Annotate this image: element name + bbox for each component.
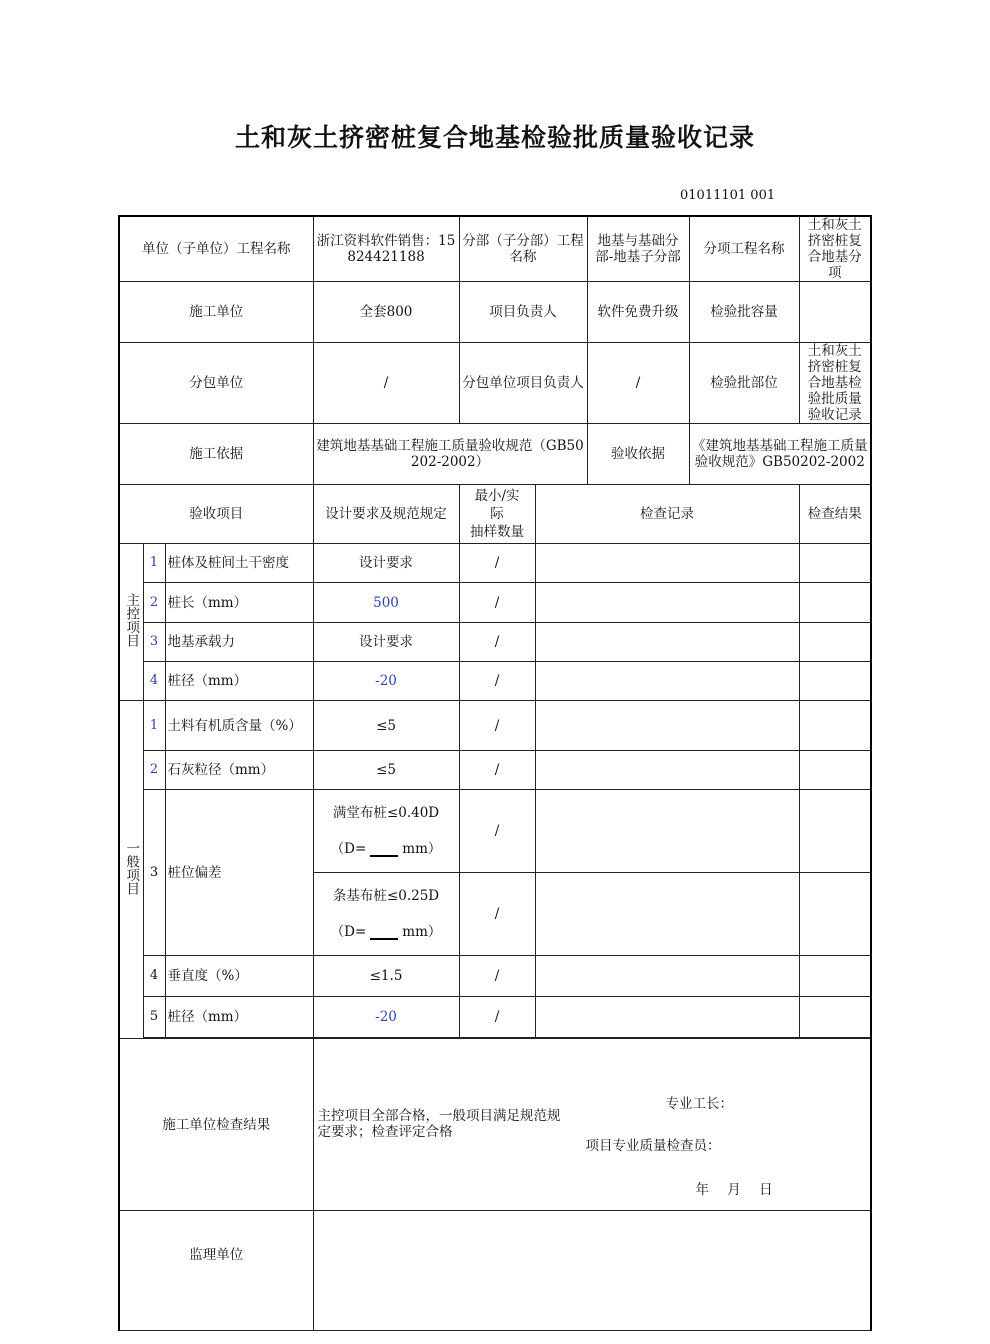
general-row: [119, 997, 871, 1038]
req-b-line1: 条基布桩≤0.25D: [332, 888, 440, 904]
item-result[interactable]: [799, 662, 871, 701]
item-requirement: ≤5: [313, 701, 459, 751]
item-no: 4: [143, 956, 165, 997]
item-name: 垂直度（%）: [165, 956, 313, 997]
col-design: 设计要求及规范规定: [313, 485, 459, 544]
item-record[interactable]: [535, 997, 799, 1038]
subcontractor-value: /: [313, 343, 459, 424]
foreman-label: 专业工长：: [665, 1095, 734, 1112]
general-row: [119, 790, 871, 873]
inspector-label: 项目专业质量检查员：: [585, 1137, 721, 1154]
col-record: 检查记录: [535, 485, 799, 544]
item-record[interactable]: [535, 544, 799, 583]
item-name: 桩位偏差: [165, 790, 313, 956]
req-a-pre: （D=: [330, 841, 367, 857]
general-row: [119, 956, 871, 997]
item-requirement: ≤5: [313, 751, 459, 790]
sub-pm-value: /: [587, 343, 689, 424]
item-sample: /: [459, 997, 535, 1038]
item-result[interactable]: [799, 544, 871, 583]
subitem-label: 分项工程名称: [689, 216, 799, 282]
item-no: 1: [143, 701, 165, 751]
signature-area: [314, 1040, 871, 1210]
item-name: 地基承载力: [165, 623, 313, 662]
item-record[interactable]: [535, 583, 799, 623]
item-result[interactable]: [799, 701, 871, 751]
col-sample: [459, 485, 535, 544]
subcontractor-label: 分包单位: [119, 343, 313, 424]
item-name: 桩径（mm）: [165, 662, 313, 701]
item-requirement: [313, 873, 459, 956]
item-sample: /: [459, 623, 535, 662]
item-no: 3: [143, 623, 165, 662]
page-title: 土和灰土挤密桩复合地基检验批质量验收记录: [234, 123, 755, 152]
item-no: 5: [143, 997, 165, 1038]
contractor-label: 施工单位: [119, 282, 313, 343]
sub-pm-label: 分包单位项目负责人: [459, 343, 587, 424]
item-record[interactable]: [535, 751, 799, 790]
item-requirement: ≤1.5: [313, 956, 459, 997]
item-sample: /: [459, 701, 535, 751]
item-sample: /: [459, 956, 535, 997]
item-result[interactable]: [799, 751, 871, 790]
item-sample: /: [459, 662, 535, 701]
main-row: [119, 662, 871, 701]
item-result[interactable]: [799, 873, 871, 956]
item-result[interactable]: [799, 997, 871, 1038]
col-sample-c: 抽样数量: [470, 524, 525, 540]
item-name: 桩体及桩间土干密度: [165, 544, 313, 583]
general-group-label: 一般项目: [119, 701, 143, 1039]
pm-label: 项目负责人: [459, 282, 587, 343]
form-table: [118, 215, 872, 1331]
item-requirement: -20: [313, 997, 459, 1038]
subitem-value: 土和灰土挤密桩复合地基分项: [799, 216, 871, 282]
diameter-blank-a[interactable]: [370, 843, 398, 857]
supervision-label: 监理单位: [119, 1211, 313, 1331]
main-row: [119, 544, 871, 583]
basis-value: 建筑地基基础工程施工质量验收规范（GB50202-2002）: [313, 424, 587, 485]
main-row: [119, 623, 871, 662]
col-result: 检查结果: [799, 485, 871, 544]
item-requirement: 设计要求: [313, 544, 459, 583]
capacity-value: [799, 282, 871, 343]
item-no: 1: [143, 544, 165, 583]
item-result[interactable]: [799, 956, 871, 997]
capacity-label: 检验批容量: [689, 282, 799, 343]
item-name: 桩长（mm）: [165, 583, 313, 623]
acceptance-form: [118, 215, 870, 1263]
item-result[interactable]: [799, 790, 871, 873]
req-b-line2: [316, 923, 457, 941]
item-sample: /: [459, 751, 535, 790]
unit-label: 单位（子单位）工程名称: [119, 216, 313, 282]
unit-value: 浙江资料软件销售：15824421188: [313, 216, 459, 282]
check-section-label: 施工单位检查结果: [119, 1039, 313, 1211]
item-record[interactable]: [535, 956, 799, 997]
date-label: 年 月 日: [695, 1181, 775, 1198]
basis-label: 施工依据: [119, 424, 313, 485]
location-value: 土和灰土挤密桩复合地基检验批质量验收记录: [799, 343, 871, 424]
item-record[interactable]: [535, 873, 799, 956]
item-no: 4: [143, 662, 165, 701]
main-group-label: 主控项目: [119, 544, 143, 701]
item-sample: /: [459, 544, 535, 583]
item-requirement: -20: [313, 662, 459, 701]
item-no: 3: [143, 790, 165, 956]
col-item: 验收项目: [119, 485, 313, 544]
item-requirement: 设计要求: [313, 623, 459, 662]
main-row: [119, 583, 871, 623]
item-requirement: 500: [313, 583, 459, 623]
diameter-blank-b[interactable]: [370, 926, 398, 940]
item-result[interactable]: [799, 623, 871, 662]
req-a-line2: [316, 840, 457, 858]
check-section-body: [313, 1039, 871, 1211]
req-a-post: mm）: [402, 841, 442, 857]
accept-basis-value: 《建筑地基基础工程施工质量验收规范》GB50202-2002: [689, 424, 871, 485]
supervision-body[interactable]: [313, 1211, 871, 1331]
col-sample-a: 最小/实: [474, 488, 520, 504]
pm-value: 软件免费升级: [587, 282, 689, 343]
req-a-line1: 满堂布桩≤0.40D: [332, 805, 440, 821]
contractor-value: 全套800: [313, 282, 459, 343]
item-no: 2: [143, 583, 165, 623]
item-name: 土料有机质含量（%）: [165, 701, 313, 751]
check-result-text: 主控项目全部合格，一般项目满足规范规定要求；检查评定合格: [317, 1107, 561, 1140]
item-result[interactable]: [799, 583, 871, 623]
item-sample: /: [459, 583, 535, 623]
item-sample: /: [459, 790, 535, 873]
item-sample: /: [459, 873, 535, 956]
general-row: [119, 751, 871, 790]
item-record[interactable]: [535, 662, 799, 701]
division-label: 分部（子分部）工程名称: [459, 216, 587, 282]
req-b-post: mm）: [402, 924, 442, 940]
item-no: 2: [143, 751, 165, 790]
record-code: 01011101 001: [680, 188, 776, 203]
item-requirement: [313, 790, 459, 873]
accept-basis-label: 验收依据: [587, 424, 689, 485]
col-sample-b: 际: [490, 506, 504, 522]
location-label: 检验批部位: [689, 343, 799, 424]
item-record[interactable]: [535, 623, 799, 662]
item-record[interactable]: [535, 790, 799, 873]
item-name: 桩径（mm）: [165, 997, 313, 1038]
item-record[interactable]: [535, 701, 799, 751]
req-b-pre: （D=: [330, 924, 367, 940]
division-value: 地基与基础分部-地基子分部: [587, 216, 689, 282]
item-name: 石灰粒径（mm）: [165, 751, 313, 790]
general-row: [119, 701, 871, 751]
